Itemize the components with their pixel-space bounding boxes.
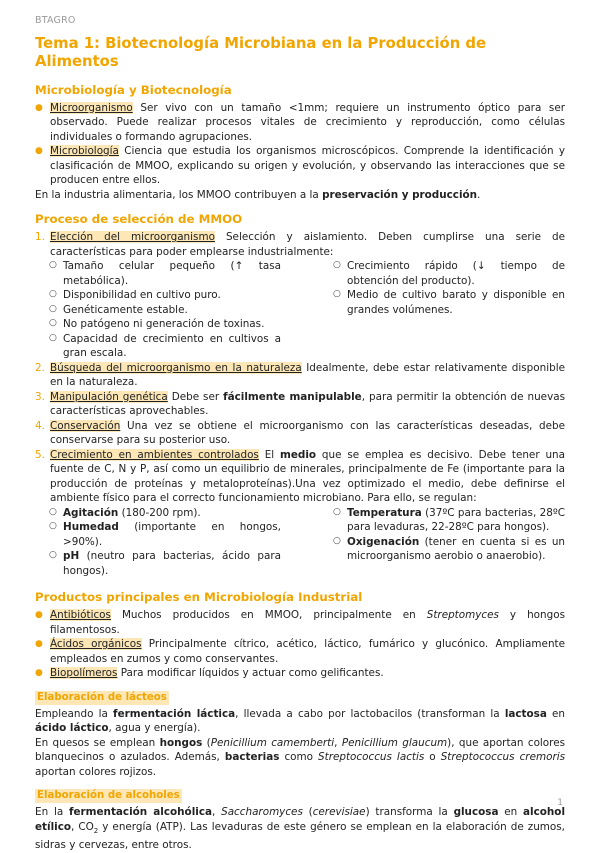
text: Empleando la <box>35 707 114 720</box>
characteristics-right <box>333 259 565 361</box>
text: En quesos se emplean <box>35 736 160 749</box>
bold-text: fermentación láctica <box>113 707 236 720</box>
page-title: Tema 1: Biotecnología Microbiana en la Producción de Alimentos <box>35 34 487 70</box>
text: ( <box>302 806 313 818</box>
list-item: ○ Medio de cultivo barato y disponible en grandes volúmenes. <box>333 288 565 317</box>
text: Idealmente, debe estar relativamente disponible en la naturaleza. <box>50 361 565 388</box>
document-page <box>35 14 565 853</box>
term-microbiologia: Microbiología <box>50 145 119 157</box>
text: (neutro para bacterias, ácido para hongos). <box>63 550 281 577</box>
text: Muchos producidos en MMOO, principalmente en <box>110 609 427 621</box>
italic-text: Penicillium glaucum <box>341 736 448 749</box>
step-number: 4. <box>35 419 45 432</box>
list-item: ○ No patógeno ni generación de toxinas. <box>49 317 281 332</box>
italic-text: cerevisiae <box>312 806 366 818</box>
list-item <box>35 390 565 419</box>
text: , llevada a cabo por lactobacilos (transforman la <box>235 707 505 720</box>
list-item: ○ Crecimiento rápido (↓ tiempo de obtención del producto). <box>333 259 565 288</box>
section-heading-lacteos: Elaboración de lácteos <box>37 691 167 703</box>
text: como <box>279 751 319 763</box>
header-tag: BTAGRO <box>35 15 76 26</box>
list-item <box>333 506 565 535</box>
conditions-columns <box>49 506 565 579</box>
process-steps-list-cont <box>35 361 565 506</box>
italic-text: Saccharomyces <box>221 806 303 818</box>
text: (tener en cuenta si es un microorganismo aerobio o anaerobio). <box>347 535 565 562</box>
page-number: 1 <box>557 797 563 808</box>
list-item: ○ Disponibilidad en cultivo puro. <box>49 288 281 303</box>
text: ) transforma la <box>365 806 454 818</box>
bold-text: Oxigenación <box>347 535 420 548</box>
bold-text: Temperatura <box>347 506 422 519</box>
text: , <box>212 806 222 818</box>
products-list <box>35 608 565 681</box>
bold-text: Humedad <box>63 521 119 533</box>
bold-text: bacterias <box>224 751 280 763</box>
text: (importante en hongos, >90%). <box>63 521 281 548</box>
text: ( <box>202 736 211 749</box>
list-item <box>49 549 281 578</box>
conditions-right <box>333 506 565 579</box>
list-item <box>49 520 281 549</box>
step-number: 5. <box>35 448 45 461</box>
italic-text: Penicillium camemberti <box>210 736 335 749</box>
text: en <box>498 806 524 818</box>
text: ), que aportan colores blanquecinos o azulados. Además, <box>35 736 566 763</box>
paragraph-lacteos-1 <box>35 707 565 736</box>
text: aportan colores rojizos. <box>35 765 157 778</box>
list-item <box>49 506 281 521</box>
list-item <box>35 144 565 188</box>
text: , <box>334 736 342 749</box>
term-acidos: Ácidos orgánicos <box>50 638 142 650</box>
text: . <box>477 188 481 201</box>
text: en <box>546 707 566 720</box>
list-item <box>35 419 565 448</box>
process-steps-list <box>35 230 565 259</box>
list-item: ○ Genéticamente estable. <box>49 303 281 318</box>
paragraph-lacteos-2 <box>35 736 565 780</box>
term-manipulacion: Manipulación genética <box>50 390 168 403</box>
subscript-text: 2 <box>93 826 99 835</box>
paragraph-industria <box>35 188 565 203</box>
bold-text: ácido láctico <box>35 722 109 734</box>
text: (37ºC para bacterias, 28ºC para levaduras, 22-28ºC para hongos). <box>347 506 565 533</box>
text: En la industria alimentaria, los MMOO contribuyen a la <box>35 188 323 201</box>
text: Principalmente cítrico, acético, láctico, fumárico y glucónico. Ampliamente empleados en zumos y como conservantes. <box>50 638 565 665</box>
term-antibioticos: Antibióticos <box>50 609 111 621</box>
list-item: ○ Tamaño celular pequeño (↑ tasa metabólica). <box>49 259 281 288</box>
term-busqueda: Búsqueda del microorganismo en la naturaleza <box>50 361 302 374</box>
italic-text: Streptomyces <box>426 609 499 621</box>
conditions-left <box>49 506 281 579</box>
bold-text: glucosa <box>453 806 499 818</box>
section-heading-alcoholes: Elaboración de alcoholes <box>37 790 180 801</box>
text: Para modificar líquidos y actuar como gelificantes. <box>117 667 384 679</box>
paragraph-alcoholes <box>35 805 565 853</box>
term-microorganismo: Microorganismo <box>50 101 133 114</box>
section-heading-proceso: Proceso de selección de MMOO <box>35 212 243 226</box>
list-item <box>35 448 565 506</box>
section-heading-microbiologia: Microbiología y Biotecnología <box>35 82 232 97</box>
term-conservacion: Conservación <box>50 419 121 432</box>
bold-text: lactosa <box>504 707 547 720</box>
text: , para permitir la obtención de nuevas características aprovechables. <box>50 390 565 417</box>
text: y energía (ATP). Las levaduras de este género se emplean en la elaboración de zumos, sidras y cervezas, entre otros. <box>35 820 565 852</box>
bold-text: hongos <box>159 736 203 749</box>
list-item <box>35 361 565 390</box>
characteristics-columns <box>49 259 565 361</box>
text: (180-200 rpm). <box>118 506 201 519</box>
text: Una vez se obtiene el microorganismo con las características deseadas, debe conservarse para su posterior uso. <box>50 419 565 446</box>
definition-text: Ser vivo con un tamaño <1mm; requiere un instrumento óptico para ser observado. Puede realizar procesos vitales de crecimiento y reproducción, como células individuales o formando agrupaciones. <box>50 101 565 143</box>
list-item <box>35 230 565 259</box>
text: Debe ser <box>167 390 224 403</box>
text: , agua y energía). <box>108 722 201 734</box>
list-item <box>35 608 565 637</box>
italic-text: Streptococcus cremoris <box>440 751 566 763</box>
list-item <box>333 535 565 564</box>
text: , CO <box>71 820 94 833</box>
text: o <box>424 751 441 763</box>
bold-text: Agitación <box>63 506 119 519</box>
text: que se emplea es decisivo. Debe tener una fuente de C, N y P, así como un equilibrio de minerales, principalmente de Fe (importante para la producción de proteínas y metaloproteínas).Una vez optimizado el medio, debe definirse el ambiente físico para el correcto funcionamiento microbiano. Para ello, se regulan: <box>50 448 565 504</box>
bold-text: medio <box>280 448 317 461</box>
step-number: 1. <box>35 231 45 243</box>
list-item <box>35 666 565 681</box>
bold-text: alcohol etílico <box>35 806 565 833</box>
term-biopolimeros: Biopolímeros <box>50 667 118 679</box>
text: El <box>258 448 281 461</box>
bold-text: pH <box>63 550 80 562</box>
section-heading-productos: Productos principales en Microbiología Industrial <box>35 590 363 604</box>
bold-text: preservación y producción <box>322 188 478 201</box>
list-item <box>35 101 565 145</box>
text: Selección y aislamiento. Deben cumplirse una serie de características para poder emplearse industrialmente: <box>50 231 565 258</box>
text: En la <box>35 806 69 818</box>
characteristics-left <box>49 259 281 361</box>
definitions-list <box>35 101 565 188</box>
step-number: 2. <box>35 361 45 374</box>
term-eleccion: Elección del microorganismo <box>50 231 215 243</box>
bold-text: fácilmente manipulable <box>223 390 362 403</box>
term-crecimiento: Crecimiento en ambientes controlados <box>50 448 259 461</box>
list-item <box>35 637 565 666</box>
list-item: ○ Capacidad de crecimiento en cultivos a gran escala. <box>49 332 281 361</box>
text: y hongos filamentosos. <box>50 609 565 636</box>
step-number: 3. <box>35 390 45 403</box>
bold-text: fermentación alcohólica <box>68 806 212 818</box>
definition-text: Ciencia que estudia los organismos microscópicos. Comprende la identificación y clasificación de MMOO, explicando su origen y evolución, y observando las interacciones que se producen entre ellos. <box>50 145 565 186</box>
italic-text: Streptococcus lactis <box>318 751 425 763</box>
